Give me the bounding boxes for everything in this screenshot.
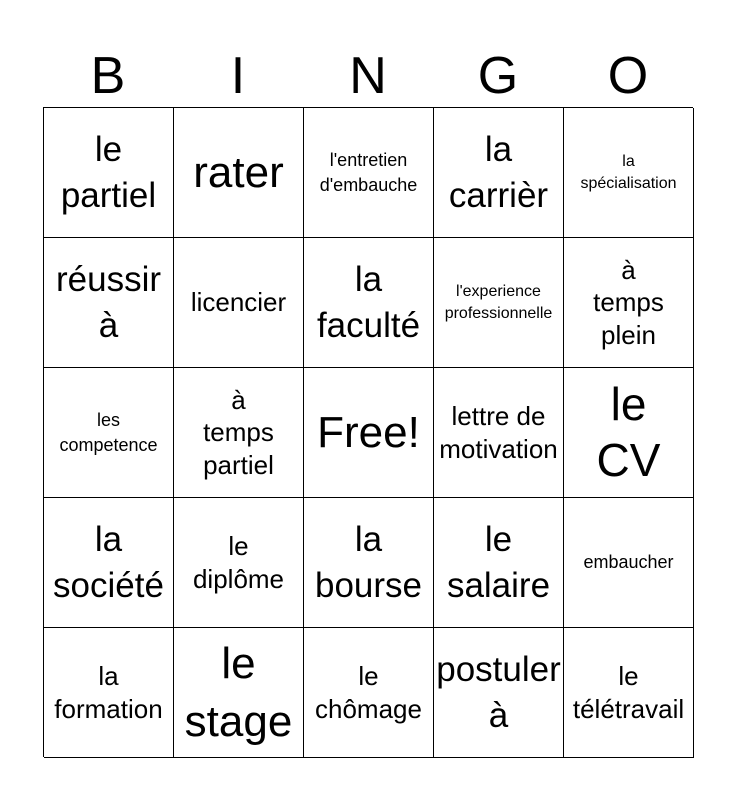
bingo-cell[interactable] [304, 368, 434, 498]
bingo-cell[interactable] [174, 368, 304, 498]
cell-text: la carrièr [448, 130, 549, 215]
bingo-cell[interactable] [174, 628, 304, 758]
bingo-cell[interactable] [434, 108, 564, 238]
cell-text: le télétravail [572, 661, 685, 724]
cell-text: postuler à [436, 650, 561, 735]
cell-text: le chômage [315, 661, 422, 724]
cell-text: la formation [54, 661, 163, 724]
cell-text: la bourse [314, 520, 423, 605]
bingo-cell[interactable] [564, 628, 694, 758]
cell-text: le stage [184, 639, 293, 746]
bingo-cell[interactable] [174, 108, 304, 238]
cell-text: licencier [190, 287, 287, 318]
cell-text: la société [53, 520, 164, 605]
bingo-cell[interactable] [304, 498, 434, 628]
bingo-header [43, 44, 693, 108]
bingo-cell[interactable] [564, 368, 694, 498]
header-letter-g: G [477, 47, 519, 105]
cell-text: les competence [59, 410, 158, 455]
cell-text: le diplôme [192, 531, 285, 594]
cell-text: à temps plein [593, 254, 664, 350]
bingo-cell[interactable] [44, 368, 174, 498]
cell-text: la spécialisation [580, 152, 677, 192]
header-letter-i: I [230, 47, 246, 105]
bingo-cell[interactable] [564, 108, 694, 238]
bingo-cell[interactable] [434, 628, 564, 758]
cell-text: l'entretien d'embauche [319, 150, 418, 195]
cell-text: embaucher [583, 552, 674, 573]
bingo-cell[interactable] [44, 498, 174, 628]
header-letter-n: N [349, 47, 387, 105]
bingo-cell[interactable] [304, 238, 434, 368]
cell-text: l'experience professionnelle [444, 282, 553, 322]
bingo-cell[interactable] [44, 628, 174, 758]
bingo-cell[interactable] [304, 108, 434, 238]
cell-text: le salaire [446, 520, 551, 605]
cell-text: à temps partiel [203, 384, 274, 480]
bingo-cell[interactable] [174, 498, 304, 628]
cell-text: rater [193, 147, 284, 197]
bingo-cell[interactable] [434, 238, 564, 368]
cell-text: le partiel [60, 130, 157, 215]
cell-text: lettre de motivation [439, 401, 558, 464]
header-letter-b: B [90, 47, 126, 105]
bingo-cell[interactable] [564, 498, 694, 628]
cell-text: Free! [317, 407, 420, 457]
bingo-cell[interactable] [174, 238, 304, 368]
bingo-cell[interactable] [304, 628, 434, 758]
bingo-cell[interactable] [434, 498, 564, 628]
bingo-cell[interactable] [434, 368, 564, 498]
header-letter-o: O [607, 47, 649, 105]
cell-text: la faculté [316, 260, 421, 345]
cell-text: le CV [596, 378, 661, 486]
bingo-cell[interactable] [564, 238, 694, 368]
bingo-grid [43, 107, 693, 757]
cell-text: réussir à [55, 260, 162, 345]
bingo-cell[interactable] [44, 108, 174, 238]
bingo-cell[interactable] [44, 238, 174, 368]
